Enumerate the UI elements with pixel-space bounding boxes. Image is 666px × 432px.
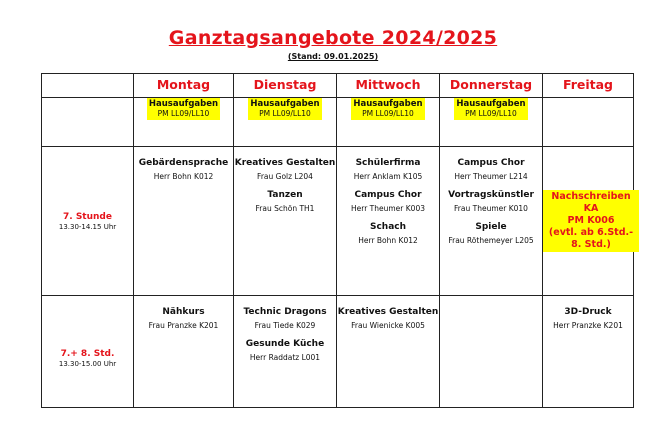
activity — [337, 307, 439, 330]
activity — [543, 307, 633, 330]
slot2-freitag — [543, 296, 634, 408]
activity-teacher: Herr Pranzke K201 — [553, 321, 623, 330]
homework-label: Hausaufgaben — [456, 99, 526, 109]
homework-mittwoch — [337, 98, 440, 147]
activity-name: Gesunde Küche — [245, 339, 325, 349]
homework-badge — [351, 98, 424, 120]
slot1-row — [42, 147, 634, 296]
homework-info: PM LL09/LL10 — [157, 109, 210, 118]
slot2-row — [42, 296, 634, 408]
activity-teacher: Herr Anklam K105 — [353, 172, 423, 181]
slot1-label-cell — [42, 147, 134, 296]
activity-name: Vortragskünstler — [448, 190, 534, 200]
slot-label: 7. Stunde — [63, 211, 112, 222]
makeup-exam-note — [543, 190, 639, 252]
activity-name: Schülerfirma — [355, 158, 421, 168]
activity — [234, 158, 336, 181]
slot2-donnerstag-empty — [440, 296, 543, 408]
activity-name: 3D-Druck — [564, 307, 612, 317]
activity-teacher: Herr Raddatz L001 — [249, 353, 321, 362]
activity-teacher: Frau Golz L204 — [257, 172, 313, 181]
activity — [337, 158, 439, 181]
slot-label: 7.+ 8. Std. — [60, 349, 115, 359]
day-label: Montag — [156, 77, 211, 92]
homework-label: Hausaufgaben — [353, 99, 423, 109]
activity-teacher: Frau Tiede K029 — [254, 321, 316, 330]
day-donnerstag — [440, 74, 543, 98]
homework-label: Hausaufgaben — [250, 99, 320, 109]
slot-time: 13.30-14.15 Uhr — [58, 222, 117, 231]
activity-teacher: Frau Röthemeyer L205 — [448, 236, 534, 245]
note-line: PM K006 — [567, 215, 615, 226]
day-mittwoch — [337, 74, 440, 98]
day-label: Freitag — [562, 77, 614, 92]
note-line: (evtl. ab 6.Std.- — [548, 227, 634, 238]
day-label: Dienstag — [253, 77, 317, 92]
activity-name: Schach — [369, 222, 407, 232]
activity — [440, 222, 542, 245]
homework-donnerstag — [440, 98, 543, 147]
activity-teacher: Frau Wienicke K005 — [351, 321, 425, 330]
activity-name: Campus Chor — [457, 158, 525, 168]
activity — [234, 339, 336, 362]
homework-badge — [454, 98, 527, 120]
day-label: Mittwoch — [355, 77, 421, 92]
slot2-dienstag — [234, 296, 337, 408]
homework-info: PM LL09/LL10 — [259, 109, 311, 118]
homework-info: PM LL09/LL10 — [465, 109, 517, 118]
slot2-label-cell — [42, 296, 134, 408]
slot1-dienstag — [234, 147, 337, 296]
activity-teacher: Herr Bohn K012 — [358, 236, 418, 245]
day-label: Donnerstag — [449, 77, 533, 92]
activity-teacher: Herr Theumer K003 — [351, 204, 425, 213]
homework-label: Hausaufgaben — [148, 99, 219, 109]
schedule-table — [41, 73, 634, 408]
activity — [440, 158, 542, 181]
homework-info: PM LL09/LL10 — [362, 109, 414, 118]
header-row — [42, 74, 634, 98]
activity-teacher: Herr Bohn K012 — [153, 172, 214, 181]
activity — [440, 190, 542, 213]
activity-teacher: Frau Theumer K010 — [454, 204, 528, 213]
homework-row — [42, 98, 634, 147]
activity-name: Spiele — [475, 222, 507, 232]
homework-dienstag — [234, 98, 337, 147]
day-freitag — [543, 74, 634, 98]
activity — [134, 307, 233, 330]
slot1-montag — [134, 147, 234, 296]
homework-freitag-empty — [543, 98, 634, 147]
activity — [134, 158, 233, 181]
homework-badge — [147, 98, 220, 120]
homework-badge — [248, 98, 321, 120]
status-date: (Stand: 09.01.2025) — [287, 52, 379, 61]
activity — [234, 307, 336, 330]
homework-montag — [134, 98, 234, 147]
slot1-donnerstag — [440, 147, 543, 296]
page-title: Ganztagsangebote 2024/2025 — [168, 27, 498, 49]
activity-name: Kreatives Gestalten — [337, 307, 439, 317]
note-line: Nachschreiben KA — [551, 191, 631, 214]
day-montag — [134, 74, 234, 98]
corner-cell — [42, 74, 134, 98]
activity-name: Kreatives Gestalten — [234, 158, 336, 168]
slot1-freitag — [543, 147, 634, 296]
activity — [234, 190, 336, 213]
activity-teacher: Herr Theumer L214 — [454, 172, 528, 181]
day-dienstag — [234, 74, 337, 98]
activity-teacher: Frau Pranzke K201 — [148, 321, 219, 330]
activity — [337, 222, 439, 245]
activity-name: Nähkurs — [162, 307, 205, 317]
slot2-mittwoch — [337, 296, 440, 408]
slot2-montag — [134, 296, 234, 408]
note-line: 8. Std.) — [571, 239, 611, 250]
slot1-mittwoch — [337, 147, 440, 296]
activity-name: Campus Chor — [354, 190, 422, 200]
homework-slot-empty — [42, 98, 134, 147]
activity-name: Gebärdensprache — [138, 158, 229, 168]
activity-teacher: Frau Schön TH1 — [255, 204, 315, 213]
activity-name: Technic Dragons — [243, 307, 327, 317]
activity-name: Tanzen — [267, 190, 303, 200]
slot-time: 13.30-15.00 Uhr — [58, 360, 117, 368]
activity — [337, 190, 439, 213]
